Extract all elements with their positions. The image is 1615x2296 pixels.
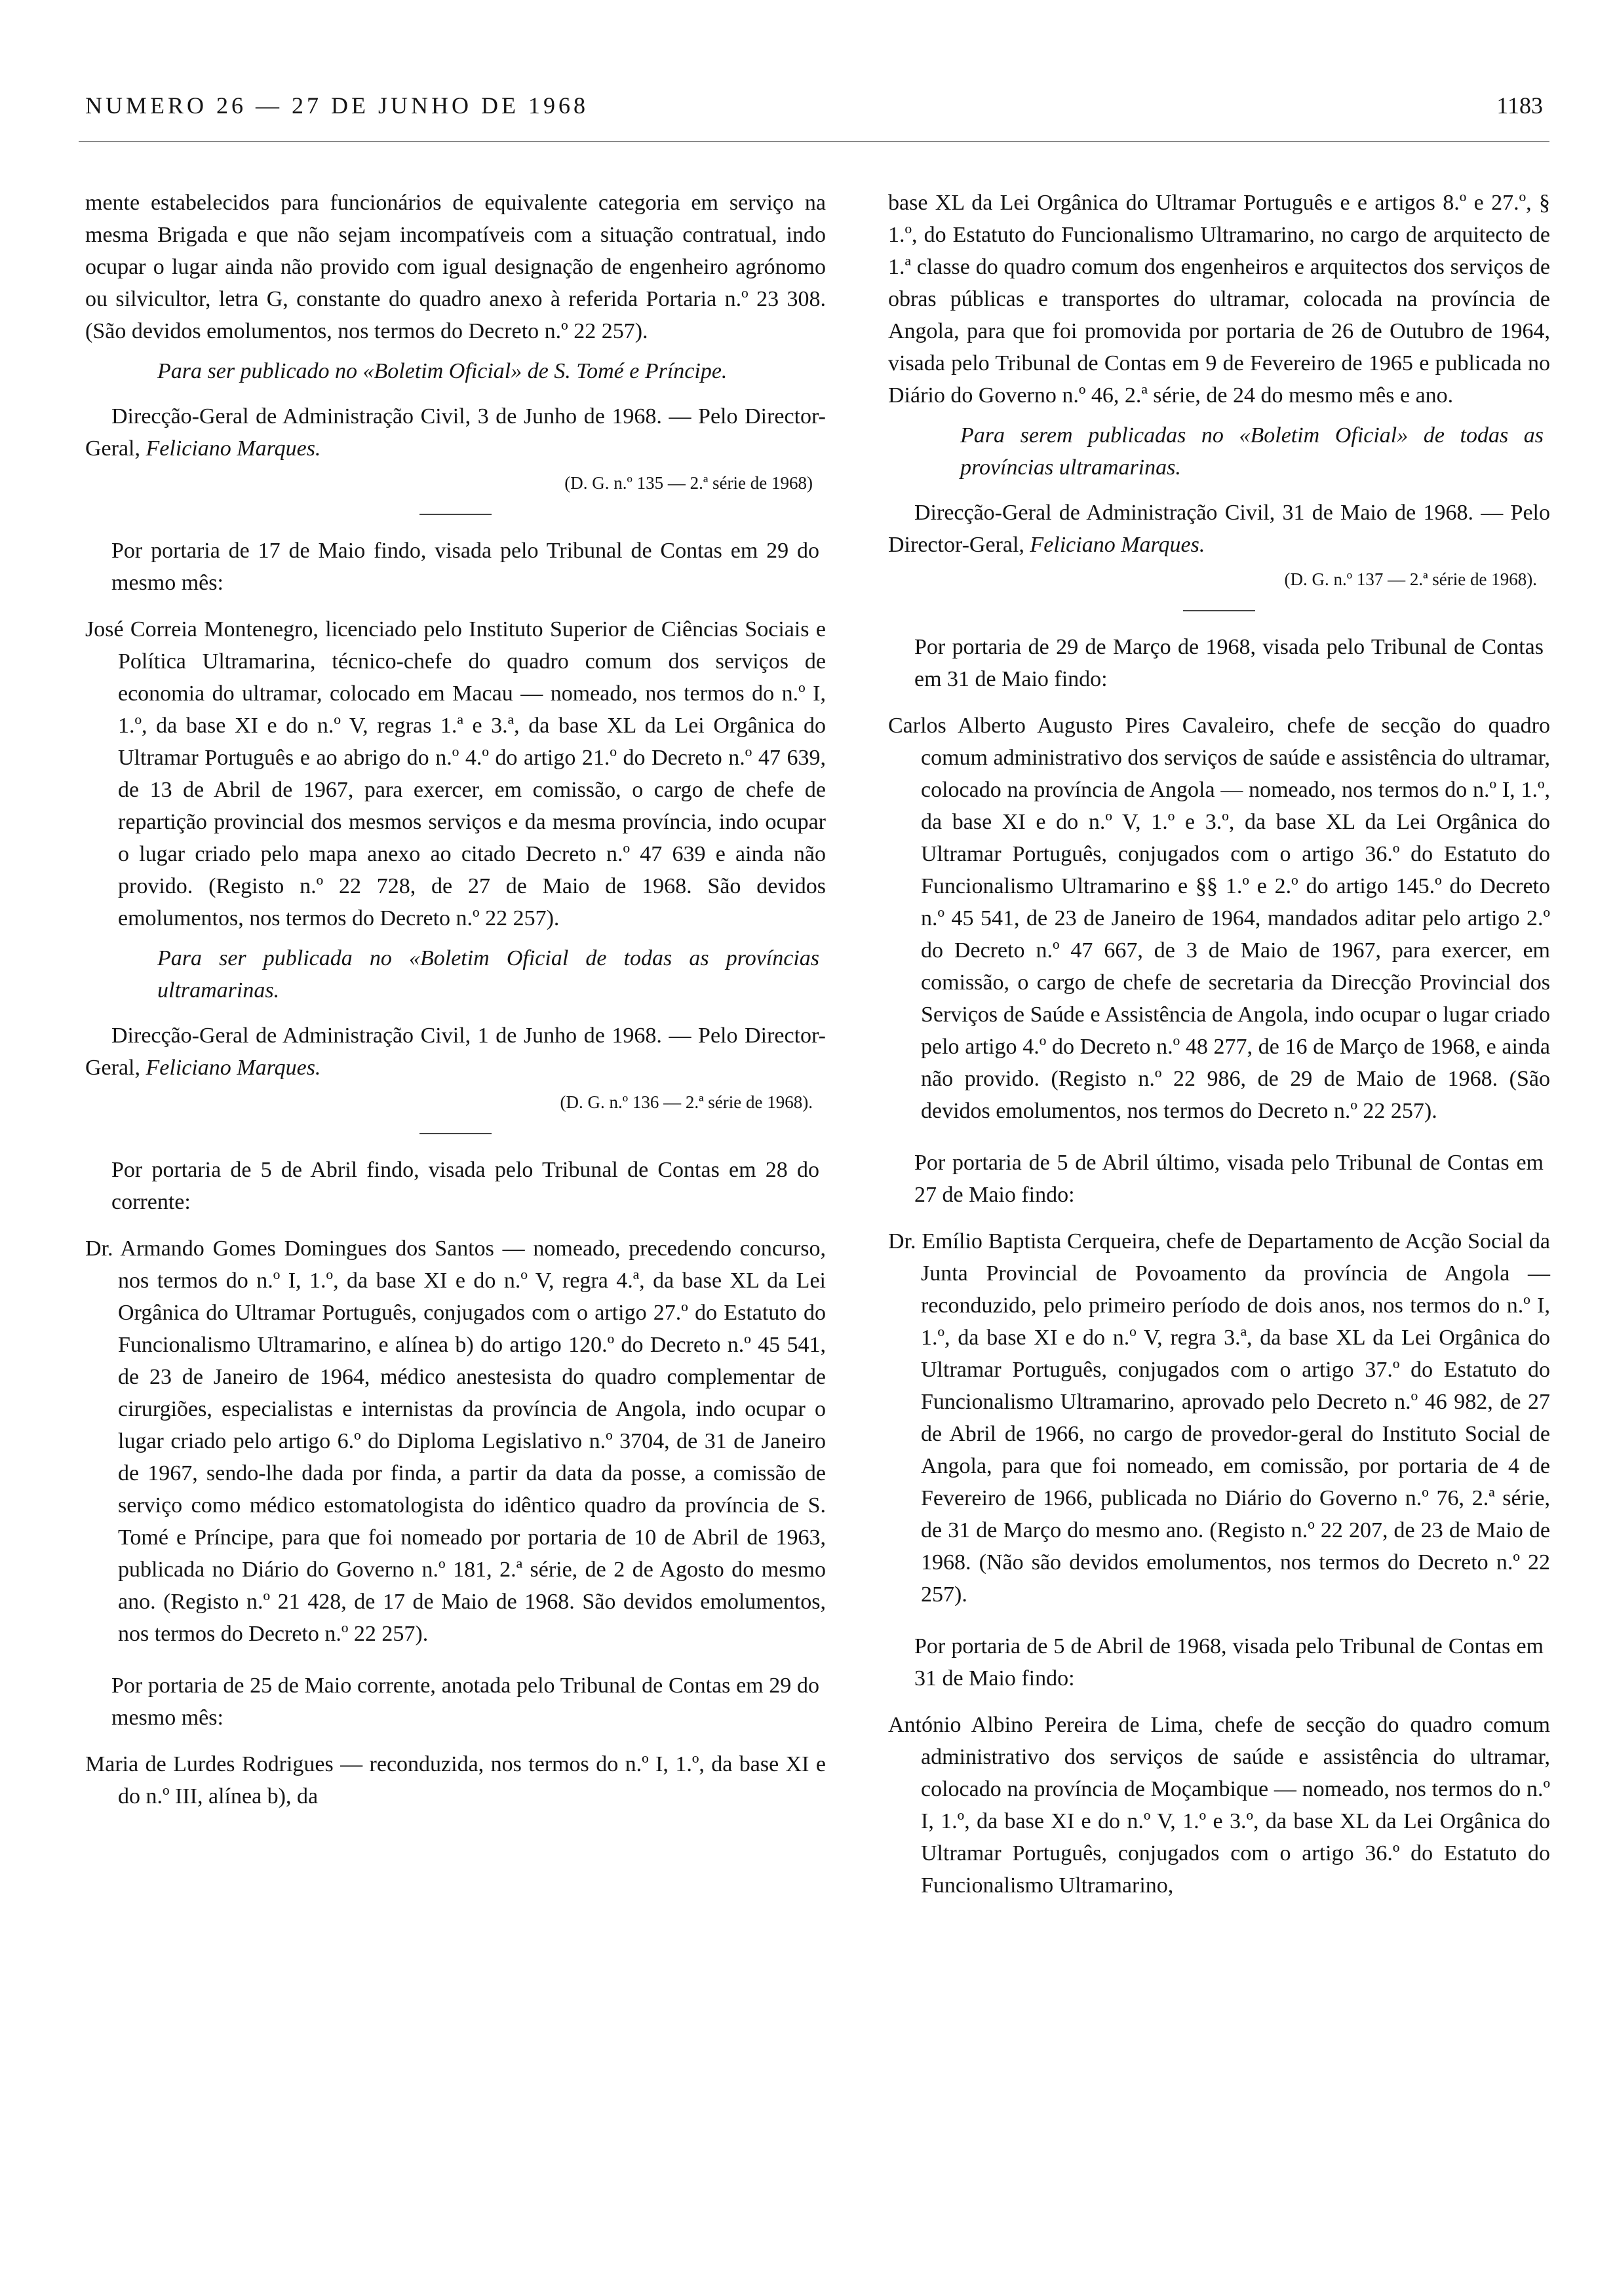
ordinance-intro: Por portaria de 17 de Maio findo, visada pelo Tribunal de Contas em 29 do mesmo mês:	[111, 539, 819, 595]
appointment-entry: Dr. Armando Gomes Domingues dos Santos — nomeado, precedendo concurso, nos termos do n.º I, 1.º, da base XI e do n.º V, regra 4.ª, da base XL da Lei Orgânica do Ultramar Português, conjugados com o artigo 27.º do Estatuto do Funcionalismo Ultramarino, e alínea b) do artigo 120.º do Decreto n.º 45 541, de 23 de Janeiro de 1964, médico anestesista do quadro complementar de cirurgiões, especialistas e internistas da província de Angola, indo ocupar o lugar criado pelo artigo 6.º do Diploma Legislativo n.º 3704, de 31 de Janeiro de 1967, sendo-lhe dada por finda, a partir da data da posse, a comissão de serviço como médico estomatologista do idêntico quadro da província de S. Tomé e Príncipe, para que foi nomeado por portaria de 10 de Abril de 1963, publicada no Diário do Governo n.º 181, 2.ª série, de 2 de Agosto do mesmo ano. (Registo n.º 21 428, de 17 de Maio de 1968. São devidos emolumentos, nos termos do Decreto n.º 22 257).	[85, 1236, 826, 1646]
gazette-reference: (D. G. n.º 137 — 2.ª série de 1968).	[1284, 569, 1537, 589]
publication-note: Para serem publicadas no «Boletim Oficial» de todas as províncias ultramarinas.	[960, 423, 1544, 480]
signoff-text: Direcção-Geral de Administração Civil, 31 de Maio de 1968. — Pelo Director-Geral,	[888, 501, 1550, 557]
ordinance-intro: Por portaria de 5 de Abril findo, visada pelo Tribunal de Contas em 28 do corrente:	[111, 1158, 819, 1214]
appointment-entry: José Correia Montenegro, licenciado pelo Instituto Superior de Ciências Sociais e Política Ultramarina, técnico-chefe do quadro comum dos serviços de economia do ultramar, colocado em Macau — nomeado, nos termos do n.º I, 1.º, da base XI e do n.º V, regras 1.ª e 3.ª, da base XL da Lei Orgânica do Ultramar Português e ao abrigo do n.º 4.º do artigo 21.º do Decreto n.º 47 639, de 13 de Abril de 1967, para exercer, em comissão, o cargo de chefe de repartição provincial dos mesmos serviços e da mesma província, indo ocupar o lugar criado pelo mapa anexo ao citado Decreto n.º 47 639 e ainda não provido. (Registo n.º 22 728, de 27 de Maio de 1968. São devidos emolumentos, nos termos do Decreto n.º 22 257).	[85, 617, 826, 930]
section-divider	[419, 514, 492, 515]
continued-paragraph: base XL da Lei Orgânica do Ultramar Português e e artigos 8.º e 27.º, § 1.º, do Estatuto do Funcionalismo Ultramarino, no cargo de arquitecto de 1.ª classe do quadro comum dos engenheiros e arquitectos dos serviços de obras públicas e transportes do ultramar, colocada na província de Angola, para que foi promovida por portaria de 26 de Outubro de 1964, visada pelo Tribunal de Contas em 9 de Fevereiro de 1965 e publicada no Diário do Governo n.º 46, 2.ª série, de 24 do mesmo mês e ano.	[888, 191, 1550, 408]
page-header	[85, 92, 1543, 131]
appointment-entry: Carlos Alberto Augusto Pires Cavaleiro, chefe de secção do quadro comum administrativo dos serviços de saúde e assistência do ultramar, colocado na província de Angola — nomeado, nos termos do n.º I, 1.º, da base XI e do n.º V, 1.º e 3.º, da base XL da Lei Orgânica do Ultramar Português, conjugados com o artigo 36.º do Estatuto do Funcionalismo Ultramarino e §§ 1.º e 2.º do artigo 145.º do Decreto n.º 45 541, de 23 de Janeiro de 1964, mandados aditar pelo artigo 2.º do Decreto n.º 47 667, de 3 de Maio de 1967, para exercer, em comissão, o cargo de chefe de secretaria da Direcção Provincial dos Serviços de Saúde e Assistência de Angola, indo ocupar o lugar criado pelo artigo 4.º do Decreto n.º 48 277, de 16 de Março de 1968, e ainda não provido. (Registo n.º 22 986, de 29 de Maio de 1968. (São devidos emolumentos, nos termos do Decreto n.º 22 257).	[888, 714, 1550, 1123]
signoff-text: Direcção-Geral de Administração Civil, 3 de Junho de 1968. — Pelo Director-Geral,	[85, 404, 826, 461]
page-number: 1183	[1496, 92, 1543, 119]
section-divider	[419, 1133, 492, 1134]
right-column	[888, 187, 1550, 1907]
directorate-signoff	[85, 1020, 826, 1084]
ordinance-intro: Por portaria de 29 de Março de 1968, visada pelo Tribunal de Contas em 31 de Maio findo:	[914, 635, 1544, 691]
header-rule	[79, 141, 1549, 142]
continued-paragraph: mente estabelecidos para funcionários de equivalente categoria em serviço na mesma Brigada e que não sejam incompatíveis com a situação contratual, indo ocupar o lugar ainda não provido com igual designação de engenheiro agrónomo ou silvicultor, letra G, constante do quadro anexo à referida Portaria n.º 23 308. (São devidos emolumentos, nos termos do Decreto n.º 22 257).	[85, 191, 826, 343]
publication-note: Para ser publicada no «Boletim Oficial de todas as províncias ultramarinas.	[157, 946, 819, 1003]
issue-date-header: NUMERO 26 — 27 DE JUNHO DE 1968	[85, 92, 589, 119]
signatory: Feliciano Marques.	[146, 436, 321, 461]
gazette-reference: (D. G. n.º 136 — 2.ª série de 1968).	[560, 1092, 813, 1112]
appointment-entry: António Albino Pereira de Lima, chefe de secção do quadro comum administrativo dos serviços de saúde e assistência do ultramar, colocado na província de Moçambique — nomeado, nos termos do n.º I, 1.º, da base XI e do n.º V, 1.º e 3.º, da base XL da Lei Orgânica do Ultramar Português, conjugados com o artigo 36.º do Estatuto do Funcionalismo Ultramarino,	[888, 1713, 1550, 1898]
signatory: Feliciano Marques.	[1030, 533, 1205, 557]
appointment-entry: Maria de Lurdes Rodrigues — reconduzida, nos termos do n.º I, 1.º, da base XI e do n.º III, alínea b), da	[85, 1752, 826, 1808]
directorate-signoff	[85, 400, 826, 465]
directorate-signoff	[888, 497, 1550, 561]
gazette-reference: (D. G. n.º 135 — 2.ª série de 1968)	[564, 473, 813, 493]
section-divider	[1183, 610, 1255, 611]
signatory: Feliciano Marques.	[146, 1056, 321, 1080]
ordinance-intro: Por portaria de 25 de Maio corrente, anotada pelo Tribunal de Contas em 29 do mesmo mês:	[111, 1674, 819, 1730]
signoff-text: Direcção-Geral de Administração Civil, 1 de Junho de 1968. — Pelo Director-Geral,	[85, 1024, 826, 1080]
left-column	[85, 187, 826, 1818]
ordinance-intro: Por portaria de 5 de Abril último, visada pelo Tribunal de Contas em 27 de Maio findo:	[914, 1151, 1544, 1207]
publication-note: Para ser publicado no «Boletim Oficial» de S. Tomé e Príncipe.	[157, 359, 728, 383]
ordinance-intro: Por portaria de 5 de Abril de 1968, visada pelo Tribunal de Contas em 31 de Maio findo:	[914, 1634, 1544, 1691]
appointment-entry: Dr. Emílio Baptista Cerqueira, chefe de Departamento de Acção Social da Junta Provincial de Povoamento da província de Angola — reconduzido, pelo primeiro período de dois anos, nos termos do n.º I, 1.º, da base XI e do n.º V, regra 3.ª, da base XL da Lei Orgânica do Ultramar Português, conjugados com o artigo 37.º do Estatuto do Funcionalismo Ultramarino, aprovado pelo Decreto n.º 46 982, de 27 de Abril de 1966, no cargo de provedor-geral do Instituto Social de Angola, para que foi nomeado, em comissão, por portaria de 4 de Fevereiro de 1966, publicada no Diário do Governo n.º 76, 2.ª série, de 31 de Março do mesmo ano. (Registo n.º 22 207, de 23 de Maio de 1968. (Não são devidos emolumentos, nos termos do Decreto n.º 22 257).	[888, 1229, 1550, 1607]
